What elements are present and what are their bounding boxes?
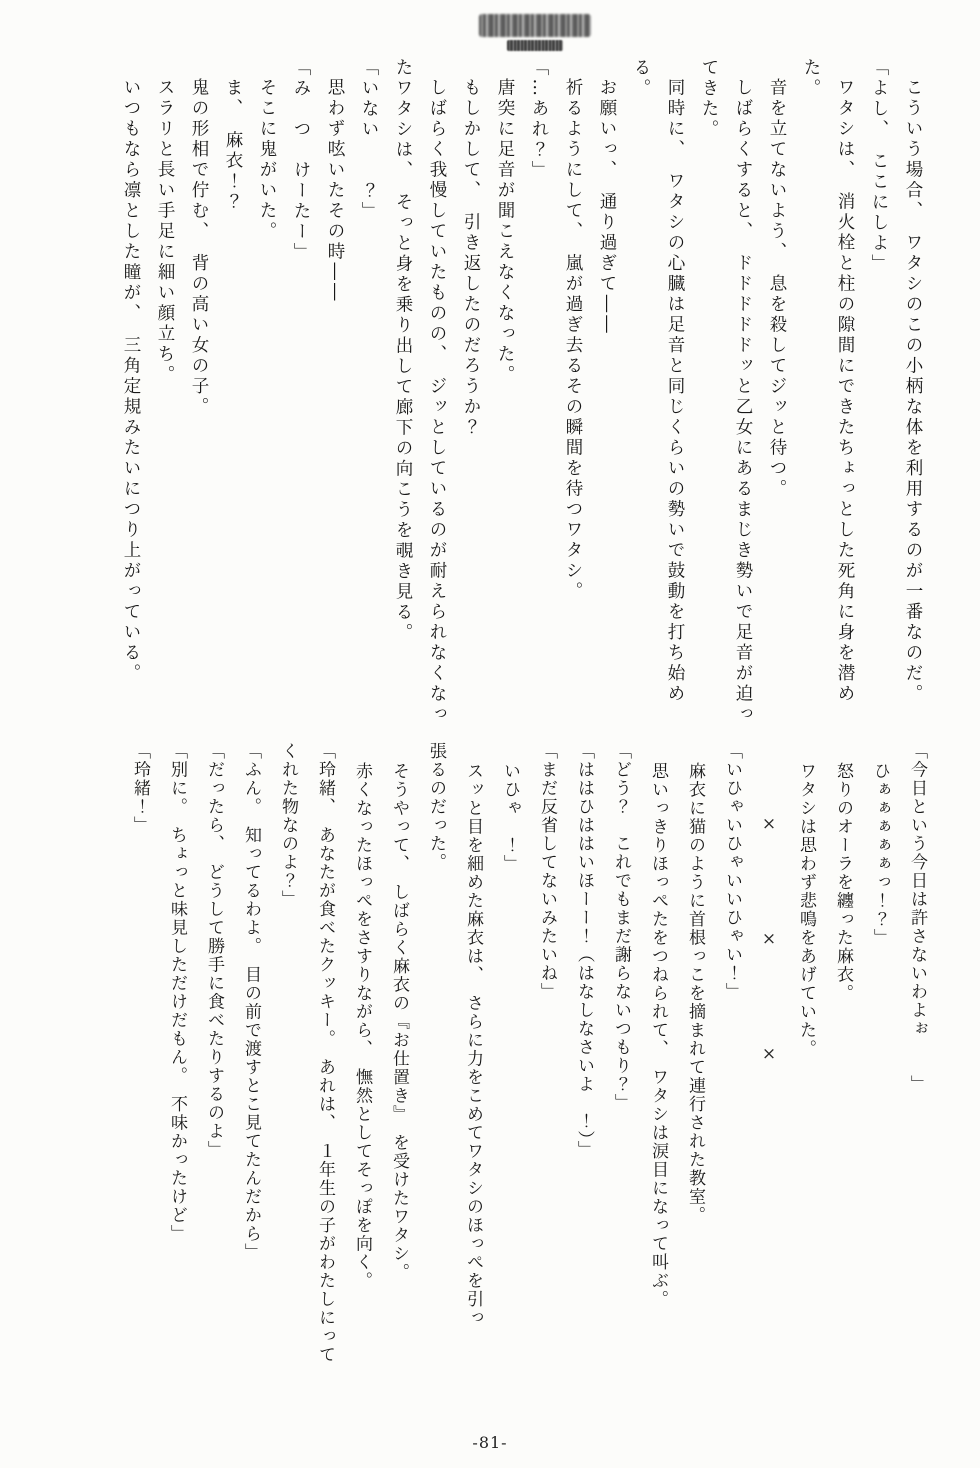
text-line: 赤くなったほっぺをさすりながら、 憮然としてそっぽを向く。 [352, 761, 372, 1290]
text-line: 「まだ反省してないみたいね」 [537, 742, 557, 1001]
text-line: しばらくすると、 ドドドドドッと乙女にあるまじき勢いで足音が迫っ [733, 78, 753, 726]
text-line: 音を立てないよう、 息を殺してジッと待つ。 [767, 78, 787, 500]
text-line: 「玲緒、 あなたが食べたクッキー。 あれは、 １年生の子がわたしにって [315, 742, 335, 1364]
text-line: ワタシは、 消火栓と柱の隙間にできたちょっとした死角に身を潜め [835, 78, 855, 705]
text-line: 「み つ けーたー」 [291, 58, 311, 263]
series-logo-icon [478, 14, 592, 56]
text-line: 祈るようにして、 嵐が過ぎ去るその瞬間を待つワタシ。 [563, 78, 583, 603]
text-line: たワタシは、 そっと身を乗り出して廊下の向こうを覗き見る。 [393, 58, 413, 644]
text-line: 「どう？ これでもまだ謝らないつもり？」 [611, 742, 631, 1112]
text-block-bottom [121, 742, 935, 1434]
text-line: 「…あれ？」 [529, 58, 549, 181]
series-logo-subtitle-row [507, 40, 563, 51]
text-line: スッと目を細めた麻衣は、 さらに力をこめてワタシのほっぺを引っ [463, 761, 483, 1327]
page-number: -81- [472, 1433, 508, 1452]
text-line: 唐突に足音が聞こえなくなった。 [495, 78, 515, 386]
text-line: こういう場合、 ワタシのこの小柄な体を利用するのが一番なのだ。 [903, 78, 923, 705]
text-line: 「いない ？」 [359, 58, 379, 222]
text-line: 怒りのオーラを纏った麻衣。 [833, 761, 853, 1003]
text-line: いつもなら凛とした瞳が、 三角定規みたいにつり上がっている。 [121, 78, 141, 685]
text-line: 「別に。 ちょっと味見しただけだもん。 不味かったけど」 [167, 742, 187, 1243]
text-line: ワタシは思わず悲鳴をあげていた。 [796, 761, 816, 1058]
series-logo-title-row [479, 14, 591, 37]
text-line: 麻衣に猫のように首根っこを摘まれて連行された教室。 [685, 761, 705, 1225]
text-block-top [114, 58, 930, 726]
text-line: る。 [631, 58, 651, 99]
text-line: 同時に、 ワタシの心臓は足音と同じくらいの勢いで鼓動を打ち始め [665, 78, 685, 705]
text-line: 「ふん。 知ってるわよ。 目の前で渡すとこ見てたんだから」 [241, 742, 261, 1262]
text-line: お願いっ、 通り過ぎて―― [597, 78, 617, 336]
text-line: スラリと長い手足に細い顔立ち。 [155, 78, 175, 386]
text-line: てきた。 [699, 58, 719, 140]
text-line: た。 [801, 58, 821, 99]
text-line: もしかして、 引き返したのだろうか？ [461, 78, 481, 439]
text-line: 「だったら、 どうして勝手に食べたりするのよ」 [204, 742, 224, 1159]
text-line: 「いひゃいひゃいいひゃい！」 [722, 742, 742, 1001]
text-line: 「よし、 ここにしよ」 [869, 58, 889, 275]
text-line: 「ははひははいほーー！（はなしなさいよ ！）」 [574, 742, 594, 1159]
text-line: くれた物なのよ？」 [278, 742, 298, 909]
text-line: 「今日という今日は許さないわよぉ 」 [907, 742, 927, 1094]
text-line: そうやって、 しばらく麻衣の『お仕置き』 を受けたワタシ。 [389, 761, 409, 1282]
text-line: 思わず呟いたその時―― [325, 78, 345, 304]
text-line: 鬼の形相で佇む、 背の高い女の子。 [189, 78, 209, 418]
text-line: 思いっきりほっぺたをつねられて、 ワタシは涙目になって叫ぶ。 [648, 761, 668, 1309]
text-line: しばらく我慢していたものの、 ジッとしているのが耐えられなくなっ [427, 78, 447, 726]
text-line: ひぁぁぁぁぁっ！？」 [870, 761, 890, 947]
text-line: いひゃ ！」 [500, 761, 520, 873]
text-line: そこに鬼がいた。 [257, 78, 277, 243]
text-line: 張るのだった。 [426, 742, 446, 872]
text-line: × × × [759, 814, 779, 1075]
text-line: 「玲緒！」 [130, 742, 150, 835]
text-line: ま、 麻衣！？ [223, 78, 243, 213]
